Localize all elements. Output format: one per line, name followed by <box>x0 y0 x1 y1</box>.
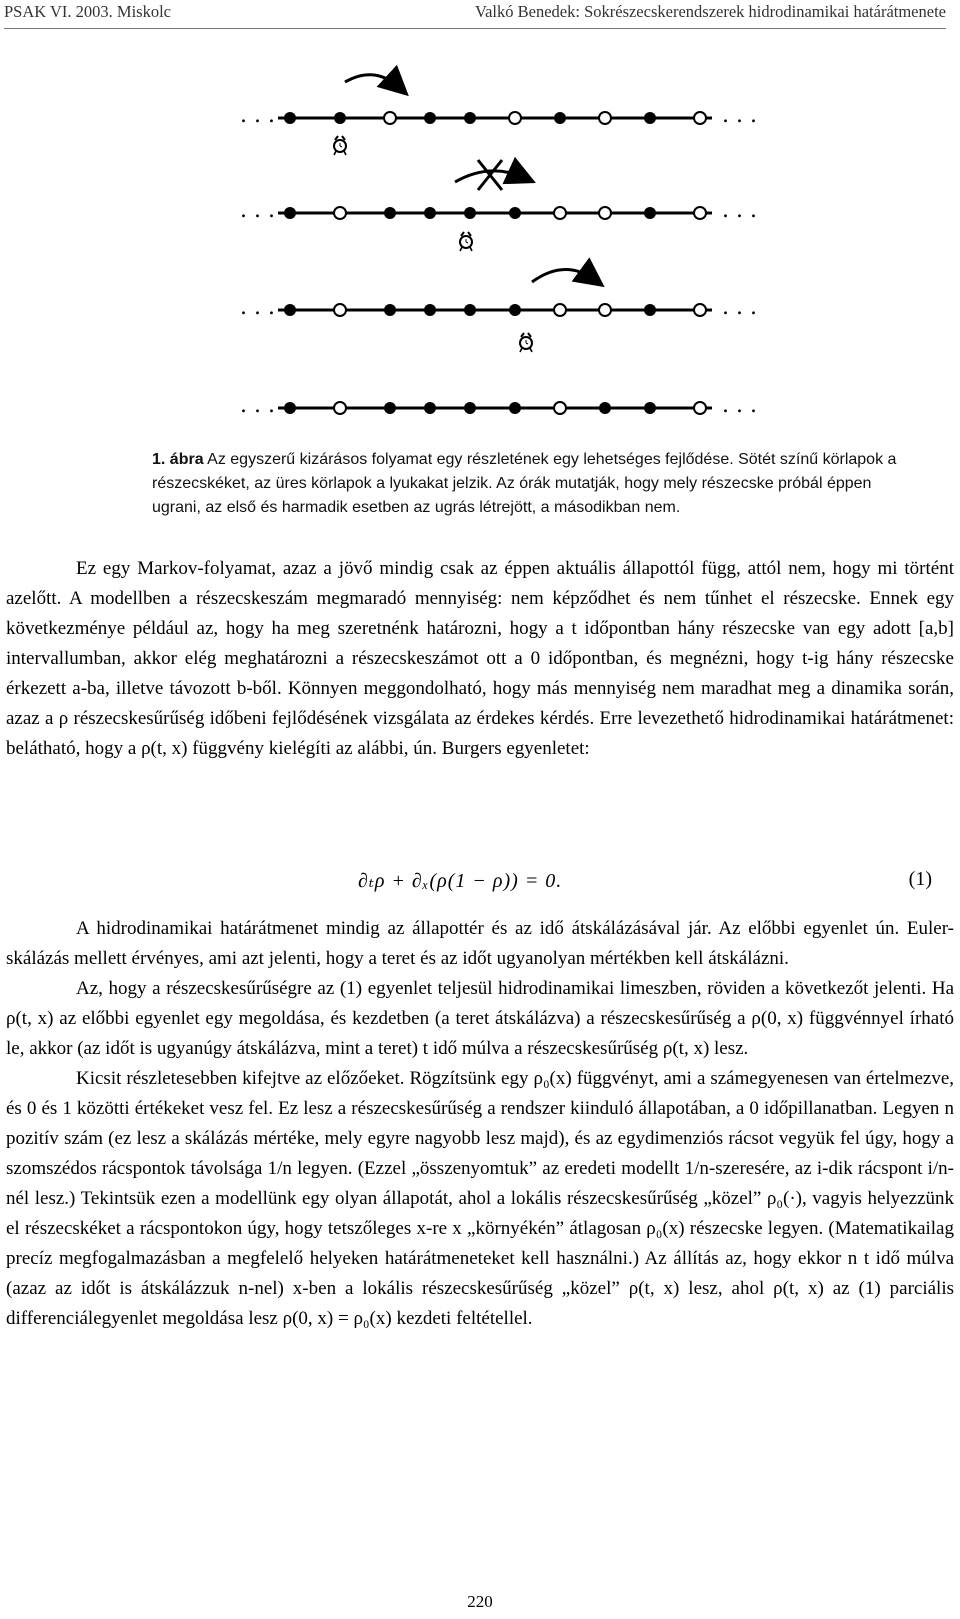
svg-text:. . .: . . . <box>722 393 757 418</box>
svg-text:. . .: . . . <box>722 295 757 320</box>
lattice-row-4 <box>240 393 757 418</box>
clock-icon <box>460 232 472 251</box>
header-left: PSAK VI. 2003. Miskolc <box>4 2 172 21</box>
svg-text:. . .: . . . <box>240 198 275 223</box>
paragraph-4: Kicsit részletesebben kifejtve az előzőeket. Rögzítsünk egy ρ₀(x) függvényt, ami a számegyenesen van értelmezve, és 0 és 1 közötti értékeket vesz fel. Ez lesz a részecskesűrűség a rendszer kiinduló állapotában, a 0 időpillanatban. Legyen n pozitív szám (ez lesz a skálázás mértéke, mely egyre nagyobb lesz majd), és az egydimenziós rácsot vegyük fel úgy, hogy a szomszédos rácspontok távolsága 1/n legyen. (Ezzel „összenyomtuk” az eredeti modellt 1/n-szeresére, az i-dik rácspont i/n-nél lesz.) Tekintsük ezen a modellünk egy olyan állapotát, ahol a lokális részecskesűrűség „közel” ρ₀(·), vagyis helyezzünk el részecskéket a rácspontokon úgy, hogy tetszőleges x-re x „környékén” átlagosan ρ₀(x) részecske legyen. (Matematikailag precíz megfogalmazásban a megfelelő helyeken határátmeneteket kell használni.) Az állítás az, hogy ekkor n t idő múlva (azaz az időt is átskálázzuk n-nel) x-ben a lokális részecskesűrűség „közel” ρ(t, x) lesz, ahol ρ(t, x) az (1) parciális differenciálegyenlet megoldása lesz ρ(0, x) = ρ₀(x) kezdeti feltétellel. <box>6 1068 954 1329</box>
equation-number: (1) <box>908 868 932 890</box>
clock-icon <box>334 136 346 155</box>
caption-label: 1. ábra <box>152 451 204 468</box>
header-right: Valkó Benedek: Sokrészecskerendszerek hidrodinamikai határátmenete <box>475 2 946 21</box>
text-block-2 <box>6 914 954 1334</box>
lattice-row-2 <box>240 160 757 251</box>
paragraph-3: Az, hogy a részecskesűrűségre az (1) egyenlet teljesül hidrodinamikai limeszben, röviden a következőt jelenti. Ha ρ(t, x) az előbbi egyenlet egy megoldása, és kezdetben (a teret átskálázva) a részecskesűrűség a ρ(0, x) függvénnyel írható le, akkor (az időt is ugyanúgy átskálázva, mint a teret) t idő múlva a részecskesűrűség ρ(t, x) lesz. <box>6 978 954 1059</box>
lattice-row-3 <box>240 269 757 352</box>
svg-text:. . .: . . . <box>240 295 275 320</box>
lattice-row-1 <box>240 75 757 155</box>
svg-text:. . .: . . . <box>722 103 757 128</box>
exclusion-process-figure <box>0 60 960 430</box>
figure-caption <box>152 448 897 520</box>
svg-text:. . .: . . . <box>722 198 757 223</box>
paragraph-1: Ez egy Markov-folyamat, azaz a jövő mindig csak az éppen aktuális állapottól függ, attól nem, hogy mi történt azelőtt. A modellben a részecskeszám megmaradó mennyiség: nem képződhet és nem tűnhet el részecske. Ennek egy következménye például az, hogy ha meg szeretnénk határozni, hogy a t időpontban hány részecske van egy adott [a,b] intervallumban, akkor elég meghatározni a részecskeszámot ott a 0 időpontban, és megnézni, hogy t-ig hány részecske érkezett a-ba, illetve távozott b-ből. Könnyen meggondolható, hogy más mennyiség nem maradhat meg a dinamika során, azaz a ρ részecskesűrűség időbeni fejlődésének vizsgálata az érdekes kérdés. Erre levezethető hidrodinamikai határátmenet: belátható, hogy a ρ(t, x) függvény kielégíti az alábbi, ún. Burgers egyenletet: <box>6 558 954 759</box>
clock-icon <box>520 333 532 352</box>
svg-text:. . .: . . . <box>240 103 275 128</box>
page-number: 220 <box>467 1592 493 1611</box>
svg-text:. . .: . . . <box>240 393 275 418</box>
caption-text: Az egyszerű kizárásos folyamat egy részletének egy lehetséges fejlődése. Sötét színű körlapok a részecskéket, az üres körlapok a lyukakat jelzik. Az órák mutatják, hogy mely részecske próbál éppen ugrani, az első és harmadik esetben az ugrás létrejött, a másodikban nem. <box>152 451 897 516</box>
paragraph-2: A hidrodinamikai határátmenet mindig az állapottér és az idő átskálázásával jár. Az előbbi egyenlet ún. Euler-skálázás mellett érvényes, ami azt jelenti, hogy a teret és az időt ugyanolyan mértékben kell átskálázni. <box>6 918 954 969</box>
equation-formula: ∂ₜρ + ∂ₓ(ρ(1 − ρ)) = 0. <box>358 870 563 892</box>
text-block-1 <box>6 554 954 764</box>
equation-1 <box>0 862 960 902</box>
header-rule <box>4 28 946 29</box>
